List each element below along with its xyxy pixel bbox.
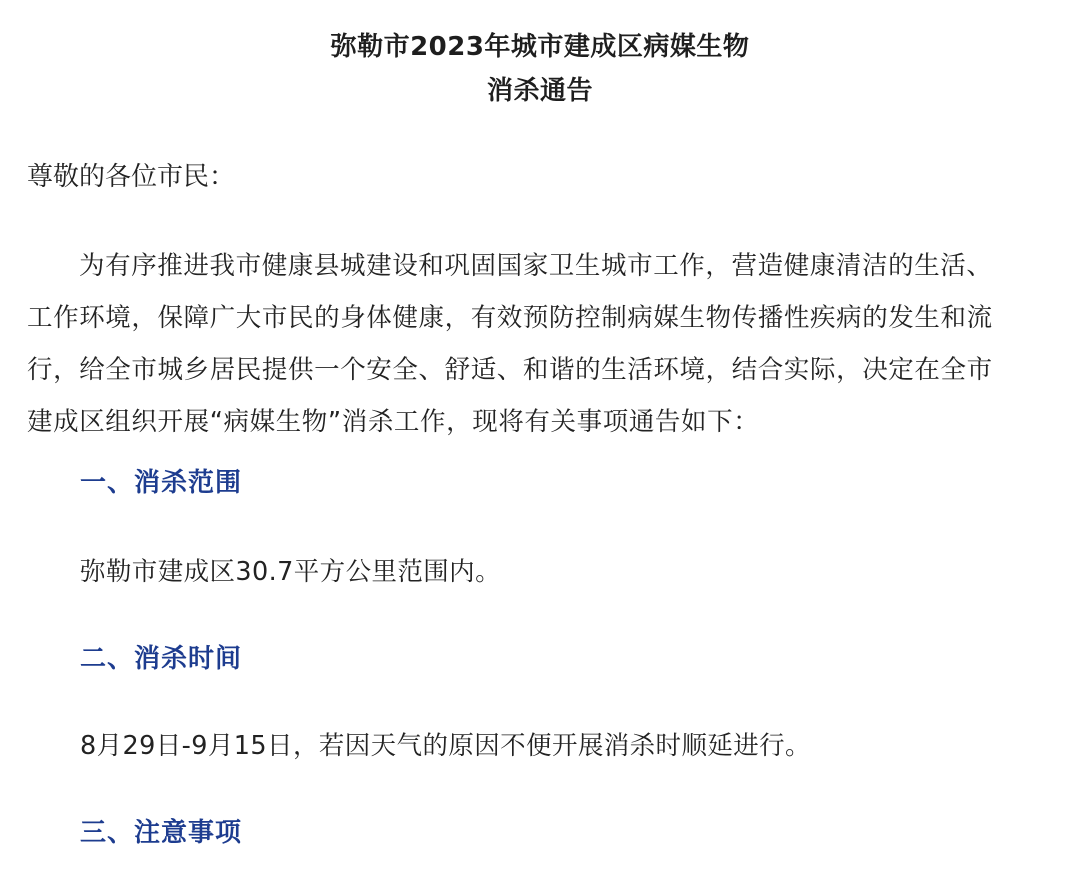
salutation: 尊敬的各位市民：: [27, 162, 236, 192]
section-heading-notes: 三、注意事项: [80, 818, 243, 848]
intro-line: 工作环境，保障广大市民的身体健康，有效预防控制病媒生物传播性疾病的发生和流: [27, 303, 993, 333]
intro-line: 行，给全市城乡居民提供一个安全、舒适、和谐的生活环境，结合实际，决定在全市: [27, 355, 993, 385]
section-text-scope: 弥勒市建成区30.7平方公里范围内。: [80, 557, 501, 587]
notice-title: 弥勒市2023年城市建成区病媒生物: [330, 32, 750, 62]
intro-paragraph: [27, 240, 1057, 448]
section-heading-time: 二、消杀时间: [80, 644, 243, 674]
intro-line: 建成区组织开展“病媒生物”消杀工作，现将有关事项通告如下：: [27, 407, 760, 437]
notice-subtitle: 消杀通告: [486, 76, 593, 106]
section-text-time: 8月29日-9月15日，若因天气的原因不便开展消杀时顺延进行。: [80, 731, 811, 761]
section-heading-scope: 一、消杀范围: [80, 468, 243, 498]
intro-line: 为有序推进我市健康县城建设和巩固国家卫生城市工作，营造健康清洁的生活、: [79, 251, 993, 281]
